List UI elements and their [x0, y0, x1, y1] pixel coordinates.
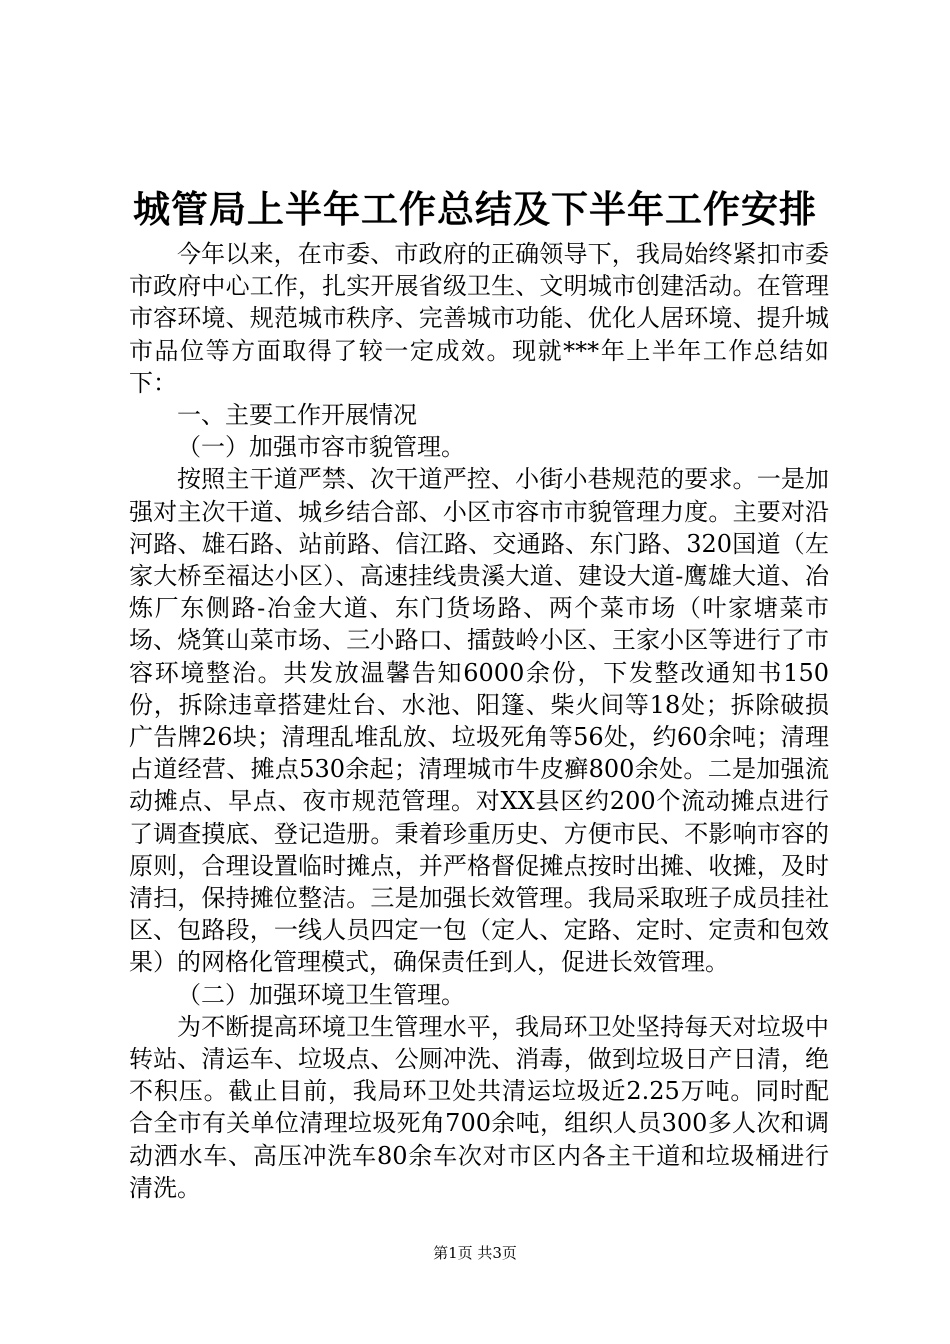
page-footer: 第1页 共3页 [433, 1244, 517, 1262]
document-body [129, 238, 829, 1204]
subsection-heading-sanitation: （二）加强环境卫生管理。 [177, 980, 465, 1009]
subsection-heading-city-appearance: （一）加强市容市貌管理。 [177, 433, 465, 462]
sanitation-paragraph: 为不断提高环境卫生管理水平，我局环卫处坚持每天对垃圾中转站、清运车、垃圾点、公厕冲洗、消毒，做到垃圾日产日清，绝不积压。截止目前，我局环卫处共清运垃圾近2.25万吨。同时配合全市有关单位清理垃圾死角700余吨，组织人员300多人次和调动洒水车、高压冲洗车80余车次对市区内各主干道和垃圾桶进行清洗。 [129, 1012, 829, 1202]
document-title: 城管局上半年工作总结及下半年工作安排 [133, 187, 817, 231]
section-heading-main-work: 一、主要工作开展情况 [177, 401, 417, 430]
intro-paragraph: 今年以来，在市委、市政府的正确领导下，我局始终紧扣市委市政府中心工作，扎实开展省级卫生、文明城市创建活动。在管理市容环境、规范城市秩序、完善城市功能、优化人居环境、提升城市品位等方面取得了较一定成效。现就***年上半年工作总结如下： [129, 240, 829, 397]
city-appearance-paragraph: 按照主干道严禁、次干道严控、小街小巷规范的要求。一是加强对主次干道、城乡结合部、小区市容市市貌管理力度。主要对沿河路、雄石路、站前路、信江路、交通路、东门路、320国道（左家大桥至福达小区）、高速挂线贵溪大道、建设大道-鹰雄大道、冶炼厂东侧路-冶金大道、东门货场路、两个菜市场（叶家塘菜市场、烧箕山菜市场、三小路口、擂鼓岭小区、王家小区等进行了市容环境整治。共发放温馨告知6000余份，下发整改通知书150份，拆除违章搭建灶台、水池、阳篷、柴火间等18处；拆除破损广告牌26块；清理乱堆乱放、垃圾死角等56处，约60余吨；清理占道经营、摊点530余起；清理城市牛皮癣800余处。二是加强流动摊点、早点、夜市规范管理。对XX县区约200个流动摊点进行了调查摸底、登记造册。秉着珍重历史、方便市民、不影响市容的原则，合理设置临时摊点，并严格督促摊点按时出摊、收摊，及时清扫，保持摊位整洁。三是加强长效管理。我局采取班子成员挂社区、包路段，一线人员四定一包（定人、定路、定时、定责和包效果）的网格化管理模式，确保责任到人，促进长效管理。 [129, 465, 829, 977]
